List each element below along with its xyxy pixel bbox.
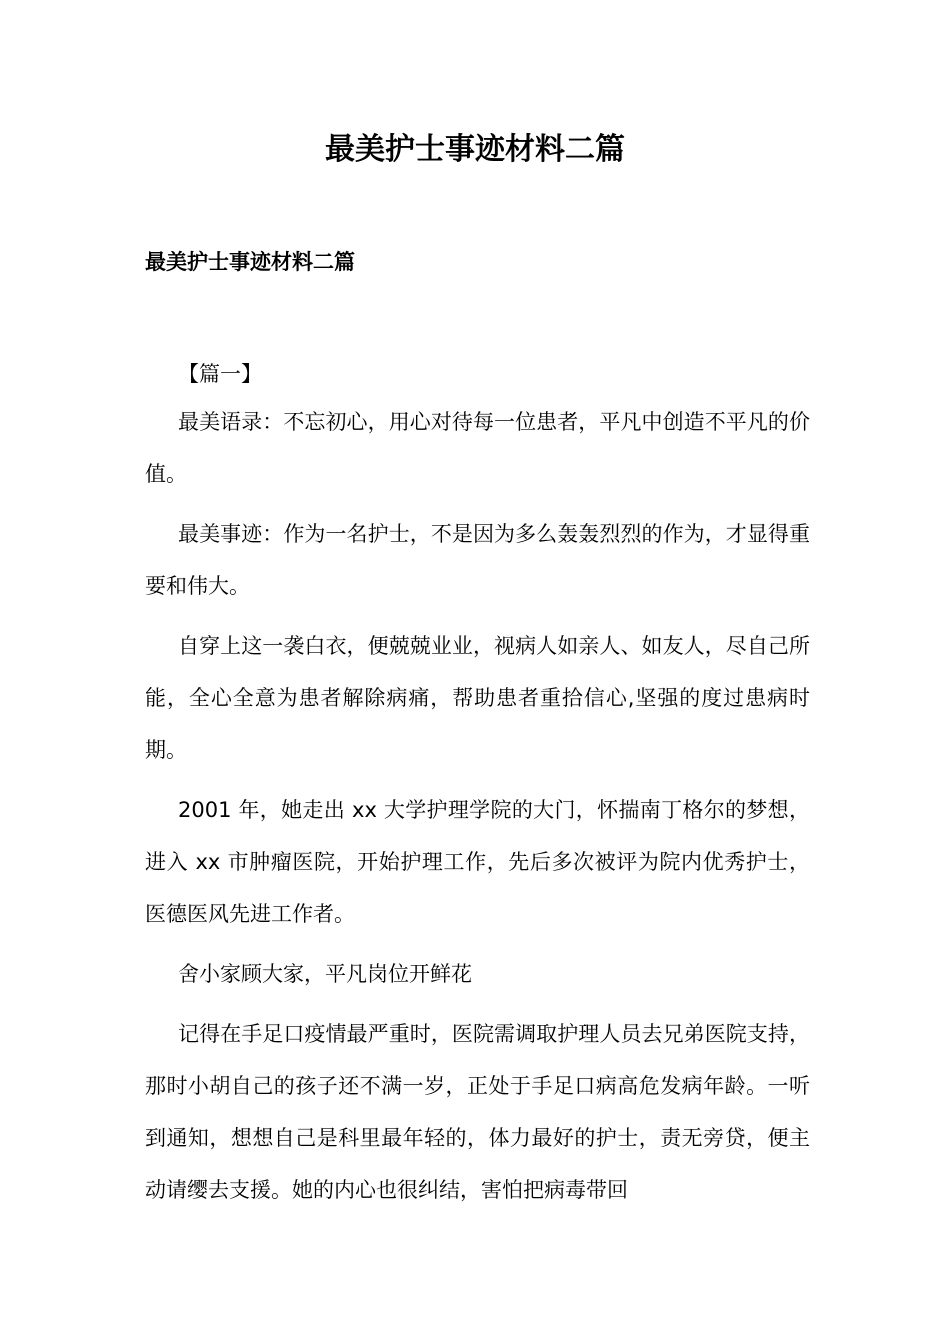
paragraph-white-coat: 自穿上这一袭白衣，便兢兢业业，视病人如亲人、如友人，尽自己所能，全心全意为患者解除病痛，帮助患者重拾信心,坚强的度过患病时期。 [145, 634, 810, 762]
paragraph-deeds: 最美事迹：作为一名护士，不是因为多么轰轰烈烈的作为，才显得重要和伟大。 [145, 522, 810, 598]
paragraph-epidemic: 记得在手足口疫情最严重时，医院需调取护理人员去兄弟医院支持，那时小胡自己的孩子还不满一岁，正处于手足口病高危发病年龄。一听到通知，想想自己是科里最年轻的，体力最好的护士，责无旁贷，便主动请缨去支援。她的内心也很纠结，害怕把病毒带回 [145, 1022, 810, 1202]
paragraph-career: 2001 年，她走出 xx 大学护理学院的大门，怀揣南丁格尔的梦想，进入 xx 市肿瘤医院，开始护理工作，先后多次被评为院内优秀护士，医德医风先进工作者。 [145, 798, 810, 926]
paragraph-quote: 最美语录：不忘初心，用心对待每一位患者，平凡中创造不平凡的价值。 [145, 410, 810, 486]
section-label: 【篇一】 [178, 362, 262, 386]
paragraph-subheading: 舍小家顾大家，平凡岗位开鲜花 [178, 962, 472, 986]
document-body [145, 356, 810, 1224]
document-subtitle: 最美护士事迹材料二篇 [145, 250, 355, 274]
document-title: 最美护士事迹材料二篇 [325, 132, 625, 167]
